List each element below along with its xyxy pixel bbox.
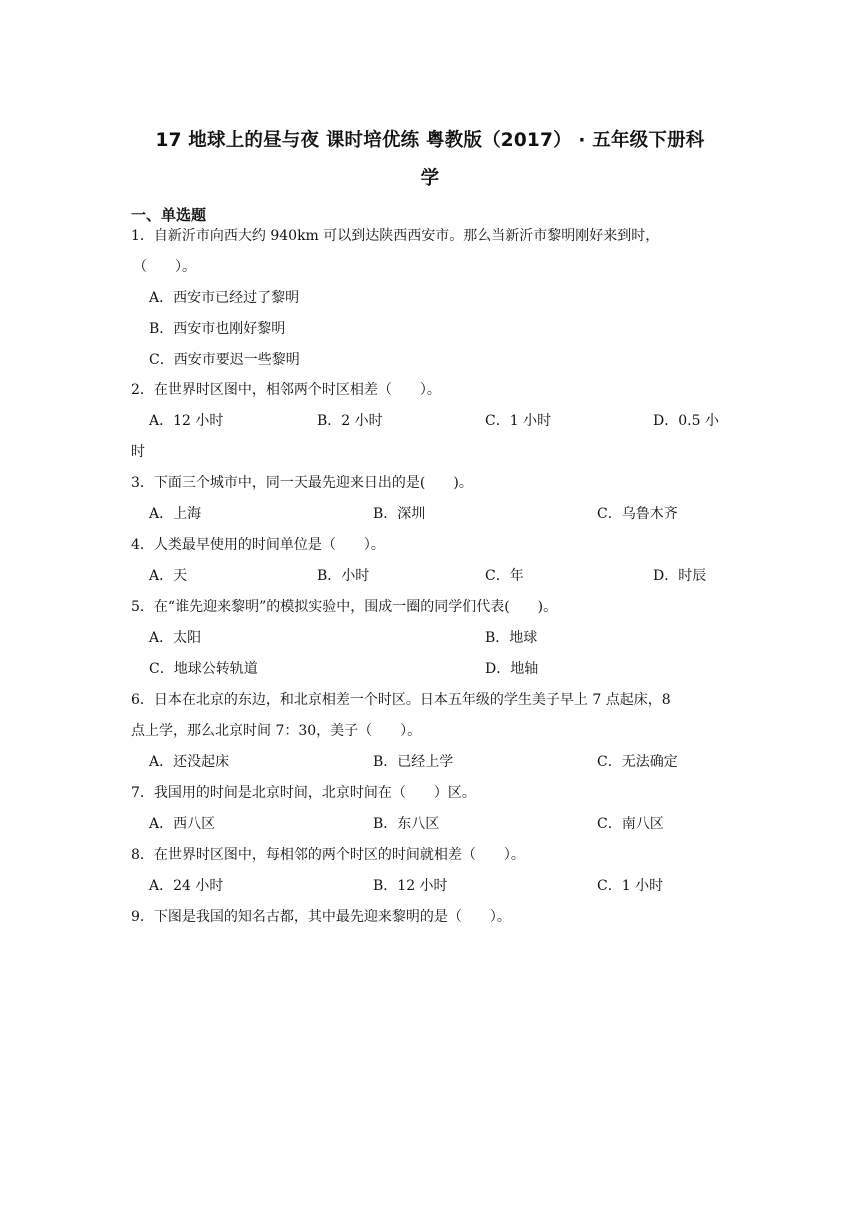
title-line-2: 学 (420, 168, 440, 189)
document-title (110, 122, 750, 198)
question-8-option-c: C．1 小时 (597, 878, 664, 894)
question-6-option-b: B．已经上学 (373, 754, 454, 770)
section-heading: 一、单选题 (131, 206, 207, 224)
question-1-option-c: C．西安市要迟一些黎明 (149, 352, 300, 368)
question-6-option-c: C．无法确定 (597, 754, 678, 770)
question-1-option-b: B．西安市也刚好黎明 (149, 321, 286, 337)
question-8-option-b: B．12 小时 (373, 878, 448, 894)
question-6-line-2: 点上学，那么北京时间 7：30，美子（ ）。 (131, 723, 422, 739)
question-5-option-a: A．太阳 (149, 630, 202, 646)
question-3-option-a: A．上海 (149, 506, 202, 522)
question-4-option-d: D．时辰 (653, 568, 707, 584)
question-4-option-a: A．天 (149, 568, 188, 584)
question-6-option-a: A．还没起床 (149, 754, 230, 770)
question-3-option-c: C．乌鲁木齐 (597, 506, 678, 522)
question-1-line-2: （ ）。 (133, 259, 196, 275)
question-7-option-b: B．东八区 (373, 816, 440, 832)
question-4-option-c: C．年 (485, 568, 524, 584)
question-1-option-a: A．西安市已经过了黎明 (149, 290, 300, 306)
question-5-stem: 5．在“谁先迎来黎明”的模拟实验中，围成一圈的同学们代表( )。 (131, 599, 558, 615)
question-6-line-1: 6．日本在北京的东边，和北京相差一个时区。日本五年级的学生美子早上 7 点起床，8 (131, 692, 671, 708)
question-5-option-d: D．地轴 (485, 661, 539, 677)
question-2-option-b: B．2 小时 (317, 413, 383, 429)
question-1-line-1: 1．自新沂市向西大约 940km 可以到达陕西西安市。那么当新沂市黎明刚好来到时， (131, 228, 660, 244)
question-8-stem: 8．在世界时区图中，每相邻的两个时区的时间就相差（ ）。 (131, 847, 525, 863)
question-7-option-a: A．西八区 (149, 816, 216, 832)
question-5-option-c: C．地球公转轨道 (149, 661, 258, 677)
question-4-option-b: B．小时 (317, 568, 370, 584)
question-4-stem: 4．人类最早使用的时间单位是（ ）。 (131, 537, 385, 553)
title-line-1: 17 地球上的昼与夜 课时培优练 粤教版（2017） · 五年级下册科 (155, 130, 705, 151)
question-2-stem: 2．在世界时区图中，相邻两个时区相差（ ）。 (131, 382, 441, 398)
question-2-option-c: C．1 小时 (485, 413, 552, 429)
question-2-option-d: D．0.5 小 (653, 413, 719, 429)
question-5-option-b: B．地球 (485, 630, 538, 646)
question-2-option-d-wrap: 时 (131, 444, 145, 460)
question-8-option-a: A．24 小时 (149, 878, 224, 894)
question-2-option-a: A．12 小时 (149, 413, 224, 429)
question-9-stem: 9．下图是我国的知名古都，其中最先迎来黎明的是（ ）。 (131, 909, 511, 925)
question-7-option-c: C．南八区 (597, 816, 664, 832)
question-3-option-b: B．深圳 (373, 506, 426, 522)
question-3-stem: 3．下面三个城市中，同一天最先迎来日出的是( )。 (131, 475, 473, 491)
question-7-stem: 7．我国用的时间是北京时间，北京时间在（ ）区。 (131, 785, 476, 801)
